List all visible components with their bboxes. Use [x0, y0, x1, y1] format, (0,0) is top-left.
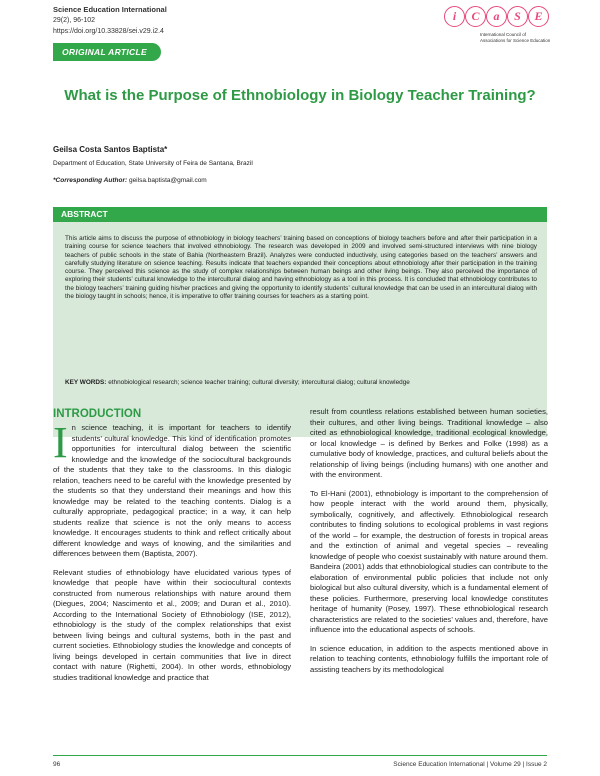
right-column	[310, 407, 548, 683]
logo-caption	[480, 32, 570, 44]
keywords-list: ethnobiological research; science teacher training; cultural diversity; intercultural dialog; cultural knowledge	[108, 379, 410, 386]
corresponding-author	[53, 177, 207, 184]
corresponding-email[interactable]: geilsa.baptista@gmail.com	[128, 177, 207, 184]
logo-letter: C	[465, 6, 486, 27]
logo-letter: i	[444, 6, 465, 27]
doi-link[interactable]: https://doi.org/10.33828/sei.v29.i2.4	[53, 28, 164, 35]
logo-letter: E	[528, 6, 549, 27]
article-title: What is the Purpose of Ethnobiology in Biology Teacher Training?	[64, 87, 536, 104]
left-column	[53, 418, 291, 691]
author-affiliation: Department of Education, State University of Feira de Santana, Brazil	[53, 160, 253, 167]
abstract-heading: ABSTRACT	[53, 207, 547, 222]
footer-journal-info: Science Education International | Volume 29 | Issue 2	[393, 761, 547, 768]
author-name: Geilsa Costa Santos Baptista*	[53, 145, 168, 154]
logo-letter: a	[486, 6, 507, 27]
footer-divider	[53, 755, 547, 756]
logo-letters	[420, 4, 560, 30]
paragraph: To El-Hani (2001), ethnobiology is important to the comprehension of how people interact with the world around them, physically, symbolically, cognitively, and affectively. Ethnobiological research contributes to finding solutions to ecological problems in vast regions of the world – for example, the destruction of forests in tropical areas and the extinction of animal and vegetal species – revealing knowledge of people who coexist sustainably with nature around them. Bandeira (2001) adds that ethnobiological studies can contribute to the elaboration of environmental public policies that include not only biological but also cultural diversity, which is a fundamental element of these policies. Furthermore, preserving local knowledge constitutes heritage of humanity (Posey, 1997). These ethnobiological research characteristics are related to the societies’ values and, therefore, have influence into the educational aspects of schools.	[310, 488, 548, 634]
dropcap: I	[53, 418, 68, 467]
icase-logo	[420, 4, 560, 52]
paragraph	[53, 418, 291, 560]
paragraph: Relevant studies of ethnobiology have elucidated various types of knowledge that people have within their sociocultural contexts constructed from numerous relationships with nature around them (Diegues, 2004; Nascimento et al., 2009; and Duran et al., 2010). According to the International Society of Ethnobiology (ISE, 2012), ethnobiology is the study of the complex relationships that exist between living beings and cultural systems, both in the past and current societies. Ethnobiology studies the knowledge and concepts of living beings developed in certain communities that live in direct contact with nature (Righetti, 2004). In other words, ethnobiology studies traditional knowledge and practice that	[53, 567, 291, 682]
abstract-text: This article aims to discuss the purpose of ethnobiology in biology teachers’ training based on conceptions of biology teachers before and after their participation in a training course for science teachers that involved ethnobiology. The research was developed in 2009 and involved semi-structured interviews with nine biology teachers of public schools in the state of Bahia (Northeastern Brazil). Analyzes were conducted inductively, using categories based on the teachers’ answers and carefully studying literature on science teaching. Results indicate that teachers expanded their conceptions about ethnobiology after their participation in the training course. They perceived this science as the study of complex relationships between human beings and other living beings. They also perceived the importance of exploring their students’ cultural knowledge to the intercultural dialog and having ethnobiology as a tool in this process. It is concluded that ethnobiology contributes to the biology teachers’ training guiding his/her practices and giving the opportunity to identify students’ cultural knowledge that can be used in an intercultural dialog with the biology taught in schools; hence, it is imperative to offer training courses for teachers as a starting point.	[65, 235, 537, 301]
keywords-label: KEY WORDS:	[65, 379, 107, 386]
corresponding-label: *Corresponding Author:	[53, 177, 128, 184]
journal-name: Science Education International	[53, 5, 167, 14]
journal-volume: 29(2), 96-102	[53, 17, 96, 24]
keywords	[65, 379, 537, 387]
logo-letter: S	[507, 6, 528, 27]
paragraph: In science education, in addition to the aspects mentioned above in relation to teaching contents, ethnobiology fulfills the important role of assisting teachers by its methodological	[310, 643, 548, 674]
article-type-badge: ORIGINAL ARTICLE	[53, 43, 161, 61]
introduction-heading: INTRODUCTION	[53, 408, 142, 420]
page-number: 96	[53, 761, 61, 768]
paragraph-text: n science teaching, it is important for teachers to identify students’ cultural knowledge. This kind of identification promotes opportunities for intercultural dialog between the scientific knowledge and the knowledge of the sociocultural backgrounds of the students that they take to the classrooms. In this dialogic relation, teachers need to be careful with the knowledge presented by the students so that they understand their meanings and how this knowledge may be related to the teaching contents. Dialog is a culturally appropriate, pedagogical practice; in a way, it can help students realize that science is not the only means to access knowledge. It encourages students to think and reflect critically about different knowledge and ways of knowing, and the similarities and differences between them (Baptista, 2007).	[53, 423, 291, 558]
logo-caption-line2: Associations for Science Education	[480, 38, 551, 43]
logo-caption-line1: International Council of	[480, 32, 527, 37]
paragraph: result from countless relations established between human societies, their cultures, and other living beings. Traditional knowledge – also cited as ethnobiological knowledge, traditional ecological knowledge, or local knowledge – is defined by Berkes and Folke (1998) as a cumulative body of knowledge, practices, and cultural beliefs about the relationship of living beings (including humans) with one another and with the environment.	[310, 407, 548, 479]
